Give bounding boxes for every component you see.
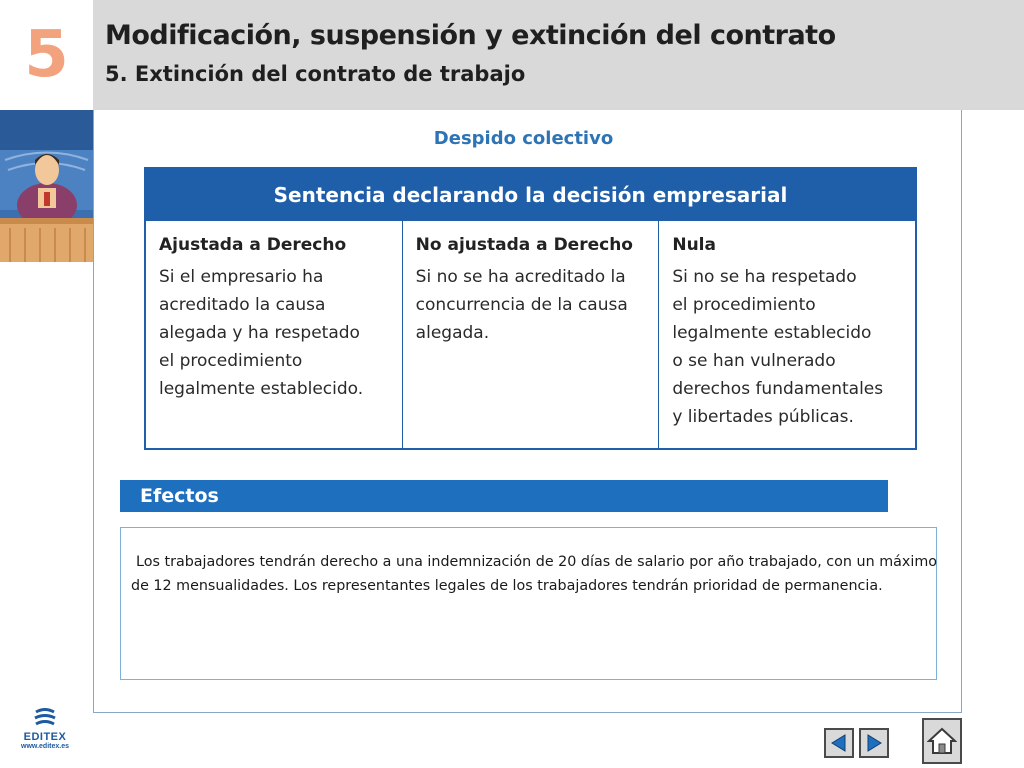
column-heading: Ajustada a Derecho <box>159 235 347 255</box>
table-column-ajustada <box>146 221 403 448</box>
efectos-heading: Efectos <box>120 480 888 512</box>
efectos-box <box>120 527 937 680</box>
efectos-text: Los trabajadores tendrán derecho a una indemnización de 20 días de salario por año trabajado, con un máximo de 12 mensualidades. Los representantes legales de los trabajadores tendrán prioridad de permanencia. <box>131 554 937 594</box>
section-title: Despido colectivo <box>433 128 614 149</box>
column-text: Si no se ha respetado el procedimiento legalmente establecido o se han vulnerado derechos fundamentales y libertades públicas. <box>672 267 884 427</box>
home-button[interactable] <box>922 718 962 764</box>
chapter-badge <box>0 0 93 110</box>
column-heading: Nula <box>672 235 716 255</box>
editex-logo-icon <box>32 708 58 730</box>
table-column-nula <box>659 221 915 448</box>
editex-logo <box>10 708 80 764</box>
previous-button[interactable] <box>824 728 854 758</box>
header-band <box>93 0 1024 110</box>
home-icon <box>927 726 957 756</box>
page-subtitle: 5. Extinción del contrato de trabajo <box>105 62 526 86</box>
next-button[interactable] <box>859 728 889 758</box>
chapter-number: 5 <box>24 18 69 92</box>
logo-url: www.editex.es <box>21 743 69 750</box>
column-heading: No ajustada a Derecho <box>415 235 633 255</box>
table-header: Sentencia declarando la decisión empresarial <box>146 169 915 221</box>
column-text: Si no se ha acreditado la concurrencia de la causa alegada. <box>415 267 628 343</box>
table-body <box>146 221 915 448</box>
column-text: Si el empresario ha acreditado la causa alegada y ha respetado el procedimiento legalmente establecido. <box>159 267 364 399</box>
triangle-right-icon <box>864 733 884 753</box>
page-title: Modificación, suspensión y extinción del contrato <box>105 20 836 51</box>
logo-name: EDITEX <box>23 731 67 743</box>
sentence-table <box>144 167 917 450</box>
table-column-no-ajustada <box>403 221 660 448</box>
triangle-left-icon <box>829 733 849 753</box>
